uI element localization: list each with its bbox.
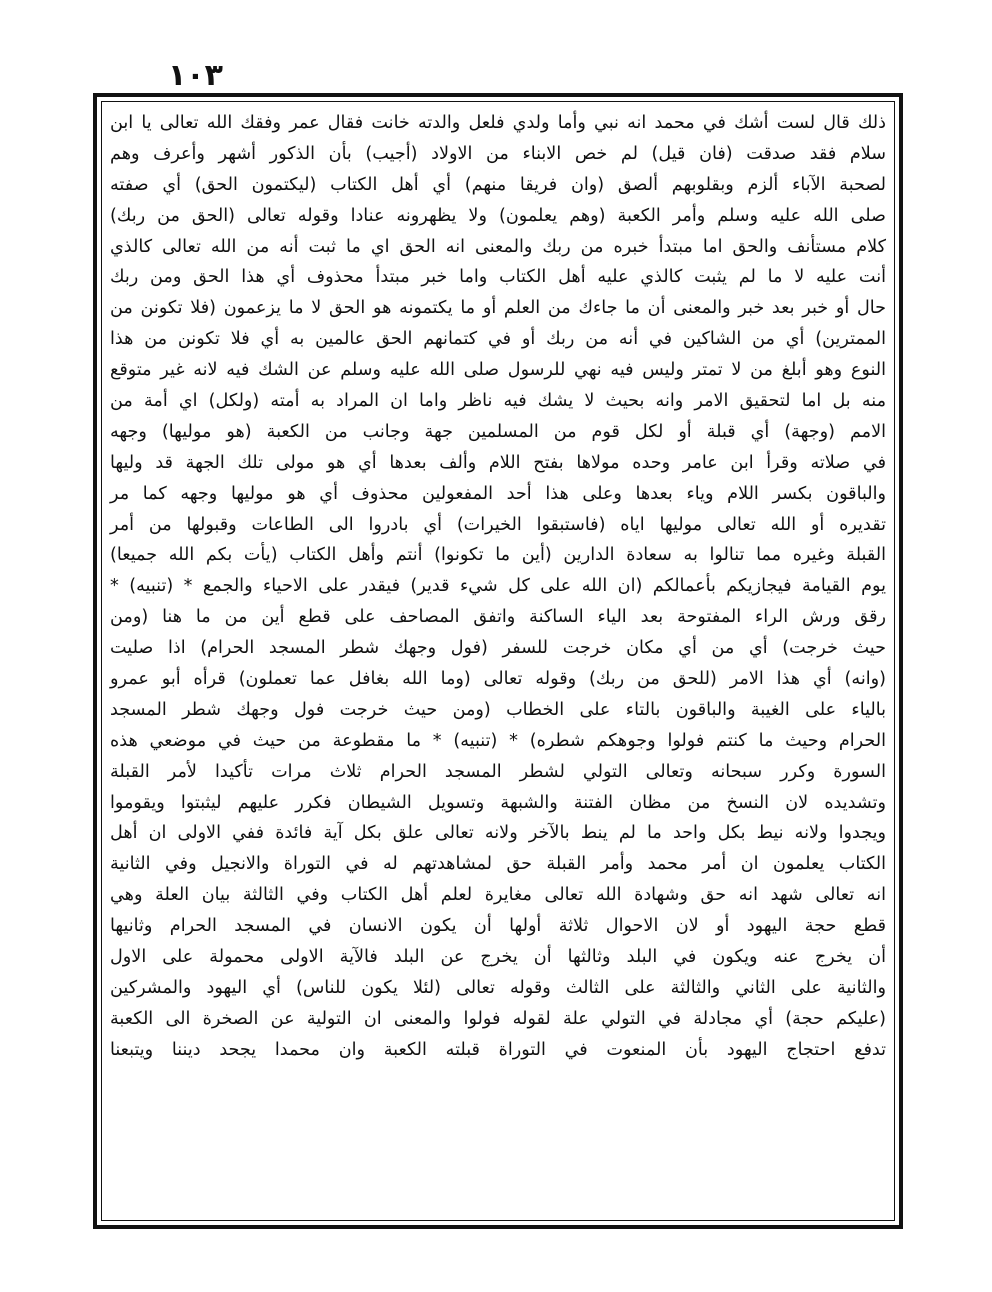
text-body [106,108,890,1218]
text-line: ذلك قال لست أشك في محمد انه نبي وأما ولدي فلعل والدته خانت فقال عمر وفقك الله تعالى يا ابن [110,113,886,133]
text-line: ويجدوا ولانه نيط بكل واحد ما لم ينط بالآخر ولانه تعالى علق بكل آية فائدة ففي الاولى ان أهل [110,823,886,844]
text-line: كلام مستأنف والحق اما مبتدأ خبره من ربك والمعنى انه الحق اي ما ثبت أنه من الله تعالى كالذي [110,236,886,257]
text-line: القبلة وغيره مما تنالوا به سعادة الدارين (أين ما تكونوا) أنتم وأهل الكتاب (يأت بكم الله جميعا) [110,545,886,566]
text-line: (وانه) أي هذا الامر (للحق من ربك) وقوله تعالى (وما الله بغافل عما تعملون) قرأه أبو عمرو [110,669,886,690]
text-line: (عليكم حجة) أي مجادلة في التولي علة لقوله فولوا والمعنى ان التولية عن الصخرة الى الكعبة [110,1008,886,1029]
text-line: منه بل اما لتحقيق الامر وانه بحيث لا يشك فيه ناظر واما ان المراد به أمته (ولكل) اي أمة من [110,391,886,412]
text-line [106,1097,890,1128]
text-line: والباقون بكسر اللام وياء بعدها وعلى هذا أحد المفعولين محذوف أي هو موليها وجهه كما مر [110,483,886,504]
text-line: أنت عليه لا ما لم يثبت كالذي عليه أهل الكتاب واما خبر مبتدأ محذوف أي هذا الحق ومن ربك [110,267,886,288]
text-line: تدفع احتجاج اليهود بأن المنعوت في التوراة قبلته الكعبة وان محمدا يجحد ديننا ويتبعنا [110,1039,886,1060]
text-line: قطع حجة اليهود أو لان الاحوال ثلاثة أولها أن يكون الانسان في المسجد الحرام وثانيها [110,916,886,937]
text-line: تقديره أو الله تعالى موليها اياه (فاستبقوا الخيرات) أي بادروا الى الطاعات وقبولها من أمر [110,514,886,535]
text-line: الكتاب يعلمون ان أمر محمد وأمر القبلة حق لمشاهدتهم له في التوراة والانجيل وفي الثانية [110,854,886,875]
text-line: سلام فقد صدقت (فان قيل) لم خص الابناء من الاولاد (أجيب) بأن الذكور أشهر وأعرف وهم [110,143,886,164]
text-line: الحرام وحيث ما كنتم فولوا وجوهكم شطره) * (تنبيه) * ما مقطوعة من حيث في موضعي هذه [110,730,886,751]
text-line: وتشديده لان النسخ من مظان الفتنة والشبهة وتسويل الشيطان فكرر عليهم ليثبتوا ويقوموا [110,792,886,813]
text-line: حال أو خبر بعد خبر والمعنى أن ما جاءك من العلم أو ما يكتمونه هو الحق لا ما يزعمون (فلا تكونن من [110,298,886,319]
text-line: لصحبة الآباء ألزم وبقلوبهم ألصق (وان فريقا منهم) أي أهل الكتاب (ليكتمون الحق) أي صفته [110,174,886,195]
text-line [106,1189,890,1220]
text-line: السورة وكرر سبحانه وتعالى التولي لشطر المسجد الحرام ثلاث مرات تأكيدا لأمر القبلة [110,761,886,782]
text-line [106,1158,890,1189]
text-line: بالياء على الغيبة والباقون بالتاء على الخطاب (ومن حيث خرجت فول وجهك شطر المسجد [110,699,886,720]
text-line [106,1066,890,1097]
text-line: يوم القيامة فيجازيكم بأعمالكم (ان الله على كل شيء قدير) فيقدر على الاحياء والجمع * (تنبيه) * [110,576,886,597]
text-line: الامم (وجهة) أي قبلة أو لكل قوم من المسلمين جهة وجانب من الكعبة (هو موليها) وجهه [110,421,886,442]
text-line: حيث خرجت) أي من أي مكان خرجت للسفر (فول وجهك شطر المسجد الحرام) اذا صليت [110,638,886,659]
page-number: ١٠٣ [168,58,223,93]
text-line: في صلاته وقرأ ابن عامر وحده مولاها بفتح اللام وألف بعدها أي هو مولى تلك الجهة قد وليها [110,452,886,473]
text-line: صلى الله عليه وسلم وأمر الكعبة (وهم يعلمون) ولا يظهرونه عنادا وقوله تعالى (الحق من ربك) [110,205,886,226]
text-line: انه تعالى شهد انه حق وشهادة الله تعالى مغايرة لعلم أهل الكتاب وفي الثالثة بيان العلة وهي [110,885,886,906]
text-line: أن يخرج عنه ويكون في البلد وثالثها أن يخرج عن البلد فالآية الاولى محمولة على الاول [110,947,886,968]
text-line: رقق ورش الراء المفتوحة بعد الياء الساكنة واتفق المصاحف على قطع أين من ما هنا (ومن [110,607,886,628]
text-line: النوع وهو أبلغ من لا تمتر وليس فيه نهي للرسول صلى الله عليه وسلم عن الشك فيه لانه غير متوقع [110,360,886,381]
text-line [106,1127,890,1158]
text-line: الممترين) أي من الشاكين في أنه من ربك أو في كتمانهم الحق عالمين به أي فلا تكونن من هذا [110,329,886,350]
text-line: والثانية على الثاني والثالثة على الثالث وقوله تعالى (لئلا يكون للناس) أي اليهود والمشركين [110,977,886,998]
